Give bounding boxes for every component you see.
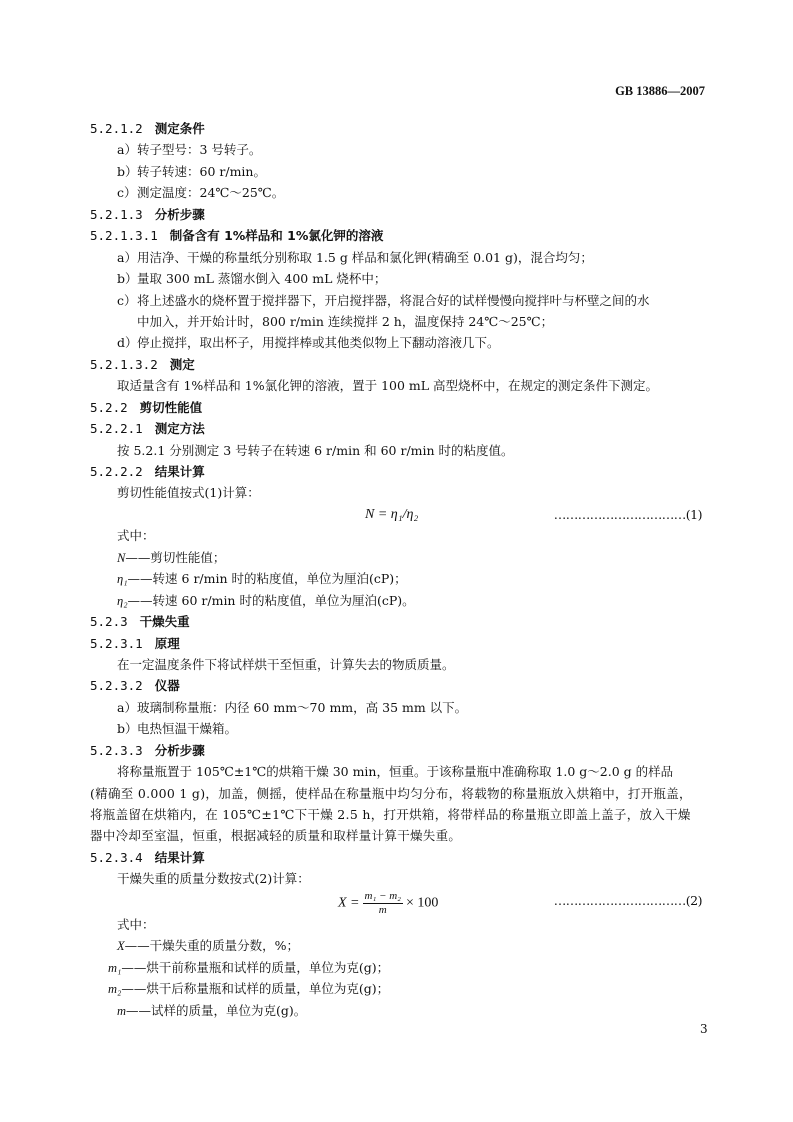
- section-number: 5.2.2.1: [90, 421, 143, 437]
- item-label: a）: [117, 142, 137, 158]
- item-text: 玻璃制称量瓶：内径 60 mm～70 mm，高 35 mm 以下。: [137, 699, 468, 715]
- paragraph: 按 5.2.1 分别测定 3 号转子在转速 6 r/min 和 60 r/min 时的粘度值。: [117, 442, 514, 458]
- where-label: 式中：: [117, 528, 155, 544]
- variable-description: ——干燥失重的质量分数，%；: [124, 938, 300, 954]
- formula-1: [90, 504, 710, 525]
- variable-description: ——烘干前称量瓶和试样的质量，单位为克(g)；: [121, 959, 390, 975]
- variable-definition: [90, 590, 710, 611]
- item-label: d）: [117, 335, 138, 351]
- variable-description: ——转速 6 r/min 时的粘度值，单位为厘泊(cP)；: [127, 571, 407, 587]
- section-title: 仪器: [154, 678, 180, 694]
- formula-number: ……………………………(2): [553, 892, 702, 908]
- item-text: 转子型号：3 号转子。: [137, 142, 262, 158]
- where-label: 式中：: [117, 916, 155, 932]
- paragraph: 取适量含有 1%样品和 1%氯化钾的溶液，置于 100 mL 高型烧杯中，在规定的测定条件下测定。: [117, 378, 659, 394]
- item-text: 将上述盛水的烧杯置于搅拌器下，开启搅拌器，将混合好的试样慢慢向搅拌叶与杯壁之间的水: [137, 292, 650, 308]
- section-number: 5.2.3: [90, 614, 128, 630]
- section-heading: [90, 740, 710, 761]
- section-number: 5.2.3.4: [90, 849, 143, 865]
- variable-symbol: η₂: [117, 593, 128, 608]
- section-title: 干燥失重: [139, 614, 190, 630]
- item-label: b）: [117, 163, 138, 179]
- variable-definition: [90, 935, 710, 956]
- section-heading: [90, 397, 710, 418]
- document-body: [90, 118, 710, 1021]
- section-heading: [90, 461, 710, 482]
- fraction-numerator: m₁ − m₂: [364, 889, 401, 902]
- item-label: c）: [117, 185, 137, 201]
- list-item: [90, 697, 710, 718]
- variable-symbol: m₁: [108, 960, 122, 975]
- list-item: [90, 139, 710, 160]
- formula-expression: [338, 890, 438, 917]
- list-item: [90, 332, 710, 353]
- section-number: 5.2.2: [90, 399, 128, 415]
- section-title: 测定条件: [154, 121, 205, 136]
- section-title: 制备含有 1%样品和 1%氯化钾的溶液: [169, 228, 384, 244]
- section-title: 剪切性能值: [139, 399, 203, 415]
- section-number: 5.2.3.3: [90, 742, 143, 758]
- section-title: 测定方法: [154, 421, 205, 437]
- section-title: 结果计算: [154, 464, 205, 479]
- item-text: 量取 300 mL 蒸馏水倒入 400 mL 烧杯中；: [137, 271, 387, 287]
- standard-number: GB 13886—2007: [615, 84, 705, 98]
- paragraph: 剪切性能值按式(1)计算：: [117, 485, 260, 501]
- section-number: 5.2.1.3.2: [90, 356, 158, 372]
- paragraph-line: (精确至 0.000 1 g)，加盖，侧摇，使样品在称量瓶中均匀分布，将载物的称量瓶放入烘箱中，打开瓶盖，: [90, 785, 692, 801]
- section-title: 分析步骤: [154, 206, 205, 222]
- variable-description: ——转速 60 r/min 时的粘度值，单位为厘泊(cP)。: [127, 592, 415, 608]
- variable-symbol: η₁: [117, 572, 128, 587]
- section-heading: [90, 611, 710, 632]
- section-number: 5.2.3.1: [90, 635, 143, 651]
- variable-symbol: m₂: [108, 982, 122, 997]
- page-number: 3: [700, 1022, 708, 1036]
- section-number: 5.2.1.2: [90, 121, 143, 136]
- item-text: 转子转速：60 r/min。: [137, 163, 266, 179]
- item-label: a）: [117, 249, 137, 265]
- variable-definition: [90, 547, 710, 568]
- variable-symbol: N: [117, 550, 126, 565]
- variable-definition: [90, 957, 710, 978]
- paragraph-line: 器中冷却至室温，恒重，根据减轻的质量和取样量计算干燥失重。: [90, 828, 462, 844]
- item-label: b）: [117, 271, 138, 287]
- section-title: 分析步骤: [154, 742, 205, 758]
- item-label: c）: [117, 292, 137, 308]
- paragraph: 干燥失重的质量分数按式(2)计算：: [117, 871, 310, 887]
- item-text: 测定温度：24℃～25℃。: [137, 185, 285, 201]
- variable-description: ——试样的质量，单位为克(g)。: [126, 1002, 307, 1018]
- item-label: a）: [117, 699, 137, 715]
- item-text: 停止搅拌，取出杯子，用搅拌棒或其他类似物上下翻动溶液几下。: [137, 335, 500, 351]
- list-item: [90, 182, 710, 203]
- section-heading: [90, 118, 710, 139]
- formula-2: [90, 890, 710, 914]
- paragraph: 在一定温度条件下将试样烘干至恒重，计算失去的物质质量。: [117, 656, 455, 672]
- variable-definition: [90, 568, 710, 589]
- formula-number: ……………………………(1): [553, 506, 702, 522]
- section-heading: [90, 675, 710, 696]
- section-heading: [90, 225, 710, 246]
- list-item: [90, 290, 710, 311]
- section-title: 测定: [169, 356, 195, 372]
- section-title: 结果计算: [154, 849, 205, 865]
- variable-description: ——剪切性能值；: [125, 549, 226, 565]
- section-heading: [90, 354, 710, 375]
- variable-description: ——烘干后称量瓶和试样的质量，单位为克(g)；: [121, 981, 390, 997]
- section-heading: [90, 418, 710, 439]
- section-title: 原理: [154, 635, 180, 651]
- list-item: [90, 247, 710, 268]
- formula-rhs: × 100: [405, 895, 439, 911]
- list-item: [90, 268, 710, 289]
- section-heading: [90, 847, 710, 868]
- list-item-continuation: 中加入，并开始计时，800 r/min 连续搅拌 2 h，温度保持 24℃～25℃；: [137, 313, 554, 329]
- variable-definition: [90, 1000, 710, 1021]
- section-number: 5.2.3.2: [90, 678, 143, 694]
- variable-symbol: X: [117, 939, 125, 954]
- section-heading: [90, 633, 710, 654]
- formula-expression: N = η₁/η₂: [365, 506, 419, 522]
- paragraph-line: 将瓶盖留在烘箱内，在 105℃±1℃下干燥 2.5 h，打开烘箱，将带样品的称量瓶立即盖上盖子，放入干燥: [90, 807, 691, 822]
- section-number: 5.2.2.2: [90, 464, 143, 479]
- variable-symbol: m: [117, 1003, 127, 1018]
- formula-fraction: [363, 890, 403, 917]
- formula-lhs: X =: [338, 895, 360, 911]
- paragraph-line: 将称量瓶置于 105℃±1℃的烘箱干燥 30 min，恒重。于该称量瓶中准确称取 1.0 g～2.0 g 的样品: [117, 764, 674, 780]
- section-heading: [90, 204, 710, 225]
- fraction-denominator: m: [378, 903, 387, 916]
- section-number: 5.2.1.3: [90, 206, 143, 222]
- list-item: [90, 161, 710, 182]
- list-item: [90, 718, 710, 739]
- variable-definition: [90, 978, 710, 999]
- item-label: b）: [117, 721, 138, 737]
- item-text: 用洁净、干燥的称量纸分别称取 1.5 g 样品和氯化钾(精确至 0.01 g)，混合均匀；: [137, 249, 593, 265]
- item-text: 电热恒温干燥箱。: [137, 721, 238, 737]
- section-number: 5.2.1.3.1: [90, 228, 158, 244]
